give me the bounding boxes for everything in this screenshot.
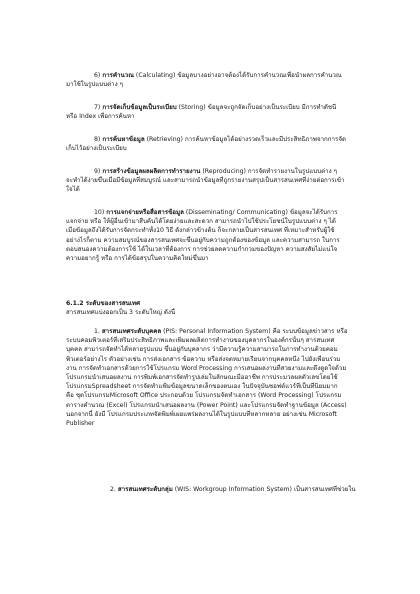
item-first-line [66, 103, 384, 112]
item-first-line [66, 135, 384, 144]
section-intro: สารสนเทศแบ่งออกเป็น 3 ระดับใหญ่ ดังนี้ [66, 309, 176, 317]
item-text: (Retrieving) การค้นหาข้อมูลได้อย่างรวดเร็วและมีประสิทธิภาพจากการจัด [144, 136, 346, 143]
item-number: 10) [94, 209, 105, 216]
item-first-line [66, 167, 384, 176]
item-text: บุคคล สามารถจัดทำได้หลายรูปแบบ ขึ้นอยู่กับบุคลากร ว่ามีความรู้ความสามารถในการทำงานด้วยคอม [66, 346, 338, 354]
item-number: 1. [94, 328, 100, 335]
item-text: พิวเตอร์อย่างไร ตัวอย่างเช่น การส่งเอกสาร ข้อความ หรือส่งจดหมายเรียนจากบุคคลหนึ่ง ไปยังเพื่อนร่วม [66, 355, 341, 363]
item-text: เมื่อข้อมูลถึงได้รับการจัดกระทำทั้ง10 วิธี ดังกล่าวข้างต้น ก็จะกลายเป็นสารสนเทศ ที่เหมาะสำหรับผู้ใช้ [66, 227, 335, 235]
item-text: (Storing) ข้อมูลจะถูกจัดเก็บอย่างเป็นระเบียบ มีการทำดัชนี [176, 104, 337, 111]
section-block [66, 299, 384, 317]
list-item-storing [66, 103, 384, 121]
list-item-disseminating [66, 208, 384, 263]
section-heading: 6.1.2 ระดับของสารสนเทศ [66, 300, 141, 307]
item-text: มาใช้ในรูปแบบต่าง ๆ [66, 81, 123, 89]
level-workgroup-paragraph [66, 485, 384, 494]
item-text: แจกจ่าย หรือ ให้ผู้อื่นเข้ามาสืบค้นได้โดยง่ายและสะดวก สามารถนำไปใช้ประโยชน์ในรูปแบบต่าง ๆ ได้ [66, 218, 336, 226]
item-text: ระบบคอมพิวเตอร์ที่เสริมประสิทธิภาพและเพิ่มผลผลิตการทำงานของบุคลากรในองค์กรนั้นๆ สารสนเทศ [66, 337, 335, 345]
item-text: อย่างไรก็ตาม ความสมบูรณ์ของสารสนเทศจะขึ้นอยู่กับความถูกต้องของข้อมูล และความสามารถ ในการ [66, 236, 340, 244]
item-term: การคำนวณ [102, 72, 134, 79]
item-text: (Disseminating/ Communicating) ข้อมูลจะได้รับการ [183, 209, 338, 216]
item-text: (Calculating) ข้อมูลบางอย่างอาจต้องได้รับการคำนวณเพื่อนำผลการคำนวณ [133, 72, 342, 79]
item-term: การสร้างข้อมูลผลผลิตการทำรายงาน [102, 168, 201, 175]
level-personal-paragraph [66, 327, 384, 428]
item-first-line [66, 71, 384, 80]
item-text: โปรแกรมSpreadsheet การจัดทำแฟ้มข้อมูลขนาดเล็กของตนเอง ในปัจจุบันซอฟต์แวร์ที่เป็นที่นิยมมาก [66, 383, 338, 391]
item-first-line [66, 485, 384, 494]
list-item-retrieving [66, 135, 384, 153]
item-number: 6) [94, 72, 101, 79]
item-number: 2. [110, 486, 116, 493]
item-text: ตอบสนองความต้องการใช้ ได้ในเวลาที่ต้องการ การช่วยลดความกำกวมของปัญหา ความสงสัยไม่แน่ใจ [66, 245, 338, 253]
item-first-line [66, 327, 384, 336]
item-term: การแจกจ่ายหรือสื่อสารข้อมูล [106, 209, 184, 216]
item-first-line [66, 208, 384, 217]
item-term: การค้นหาข้อมูล [102, 136, 145, 143]
item-text: (Reproducing) การจัดทำรายงานในรูปแบบต่าง ๆ [200, 168, 337, 175]
item-term: สารสนเทศระดับกลุ่ม [117, 486, 173, 493]
item-text: ความอยากรู้ หรือ การได้ข้อสรุปในความคิดใหม่ขึ้นมา [66, 254, 209, 262]
item-text: (WIS: Workgroup Information System) เป็นสารสนเทศที่ช่วยใน [172, 486, 356, 493]
item-number: 8) [94, 136, 101, 143]
item-number: 7) [94, 104, 101, 111]
item-text: Publisher [66, 419, 95, 427]
item-text: งาน การจัดทำเอกสารด้วยการใช้โปรแกรม Word Processing การเสนอผลงานที่สวยงามและดึงดูดใจด้วย [66, 364, 347, 372]
item-text: หรือ Index เพื่อการค้นหา [66, 113, 135, 121]
list-item-reproducing [66, 167, 384, 195]
item-text: คือ ชุดโปรแกรมMicrosoft Office ประกอบด้วย โปรแกรมจัดทำเอกสาร (Word Processing) โปรแกรม [66, 392, 342, 400]
item-text: ตารางคำนวณ (Excel) โปรแกรมนำเสนอผลงาน (Power Point) และโปรแกรมจัดทำฐานข้อมูล (Access) [66, 401, 347, 409]
item-text: (PIS: Personal Information System) คือ ระบบข้อมูลข่าวสาร หรือ [161, 328, 348, 335]
item-text: ใจได้ [66, 186, 80, 194]
item-text: โปรแกรมนำเสนอผลงาน การพิมพ์เอกสารจัดทำรูปเล่มในลักษณะมืออาชีพ การประมวลผลตัวเลขโดยใช้ [66, 373, 338, 381]
item-text: จะทำได้ง่ายขึ้นเมื่อมีข้อมูลที่สมบูรณ์ และสามารถนำข้อมูลที่ถูกรายงานสรุปเป็นสารสนเทศที่ง่ายต่อการเข้า [66, 177, 345, 185]
item-term: สารสนเทศระดับบุคคล [101, 328, 162, 335]
list-item-calculating [66, 71, 384, 89]
item-text: เก็บไว้อย่างเป็นระเบียบ [66, 145, 127, 153]
item-text: นอกจากนี้ ยังมี โปรแกรมประเภทจัดพิมพ์เผยแพร่ผลงานได้ในรูปแบบที่หลากหลาย อย่างเช่น Microsoft [66, 410, 337, 418]
item-number: 9) [94, 168, 101, 175]
item-term: การจัดเก็บข้อมูลเป็นระเบียบ [102, 104, 177, 111]
